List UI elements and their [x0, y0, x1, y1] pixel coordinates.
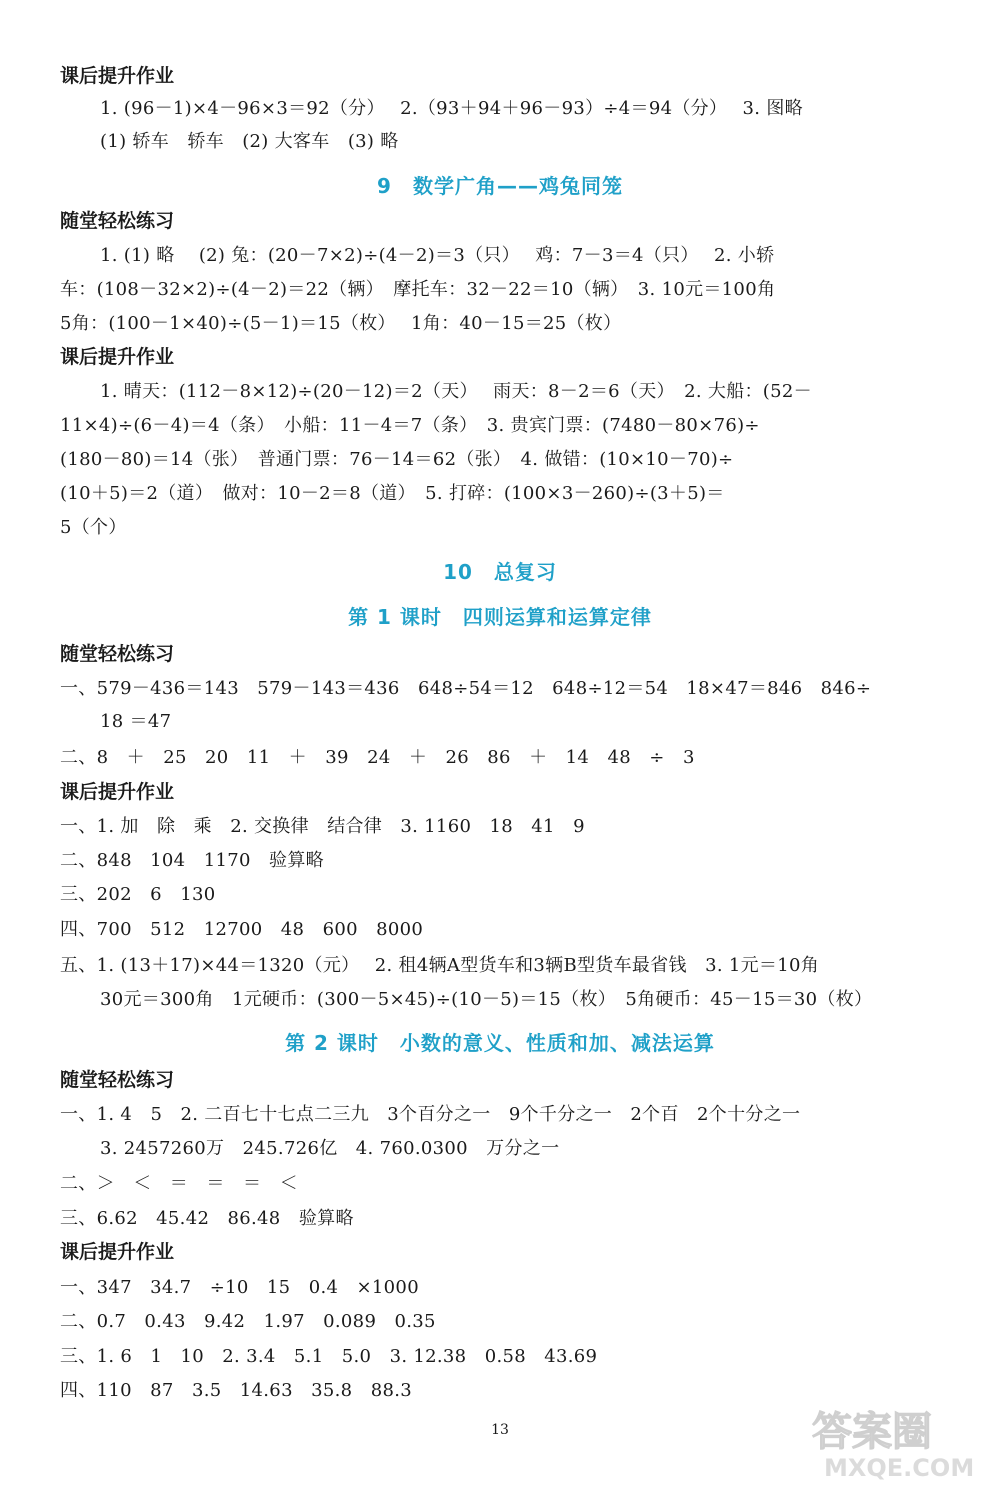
page-number: 13 [491, 1422, 509, 1438]
answer-line: 30元＝300角 1元硬币：(300－5×45)÷(10－5)＝15（枚） 5角硬币：45－15＝30（枚） [100, 989, 873, 1010]
chapter-title: 9 数学广角——鸡兔同笼 [377, 174, 623, 198]
answer-line: 四、700 512 12700 48 600 8000 [60, 919, 424, 940]
answer-line: (180－80)＝14（张） 普通门票：76－14＝62（张） 4. 做错：(10×10－70)÷ [60, 449, 734, 470]
lesson-title: 第 1 课时 四则运算和运算定律 [348, 605, 652, 629]
answer-line: 二、848 104 1170 验算略 [60, 850, 324, 871]
lesson-title: 第 2 课时 小数的意义、性质和加、减法运算 [285, 1031, 715, 1055]
answer-line: 三、1. 6 1 10 2. 3.4 5.1 5.0 3. 12.38 0.58 43.69 [60, 1346, 598, 1367]
answer-line: 车：(108－32×2)÷(4－2)＝22（辆） 摩托车：32－22＝10（辆） 3. 10元＝100角 [60, 279, 776, 300]
answer-line: 一、1. 4 5 2. 二百七十七点二三九 3个百分之一 9个千分之一 2个百 2个十分之一 [60, 1104, 801, 1125]
answer-line: 5角：(100－1×40)÷(5－1)＝15（枚） 1角：40－15＝25（枚） [60, 313, 622, 334]
section-heading: 随堂轻松练习 [60, 210, 175, 232]
answer-line: (10＋5)＝2（道） 做对：10－2＝8（道） 5. 打碎：(100×3－260)÷(3＋5)＝ [60, 483, 725, 504]
section-heading: 课后提升作业 [60, 346, 175, 368]
answer-line: 1. (96－1)×4－96×3＝92（分） 2.（93＋94＋96－93）÷4＝94（分） 3. 图略 [100, 98, 803, 119]
chapter-title: 10 总复习 [443, 560, 557, 584]
watermark-url: MXQE.COM [824, 1454, 975, 1482]
answer-line: 1. (1) 略 (2) 兔：(20－7×2)÷(4－2)＝3（只） 鸡：7－3＝4（只） 2. 小轿 [100, 245, 775, 266]
answer-line: 1. 晴天：(112－8×12)÷(20－12)＝2（天） 雨天：8－2＝6（天） 2. 大船：(52－ [100, 381, 812, 402]
answer-line: 二、8 ＋ 25 20 11 ＋ 39 24 ＋ 26 86 ＋ 14 48 ÷ 3 [60, 747, 695, 768]
answer-line: 一、1. 加 除 乘 2. 交换律 结合律 3. 1160 18 41 9 [60, 816, 585, 837]
watermark-text: 答案圈 [812, 1409, 932, 1455]
answer-line: 四、110 87 3.5 14.63 35.8 88.3 [60, 1380, 412, 1401]
section-heading: 课后提升作业 [60, 781, 175, 803]
answer-line: 三、6.62 45.42 86.48 验算略 [60, 1208, 354, 1229]
section-heading: 课后提升作业 [60, 1241, 175, 1263]
section-heading: 课后提升作业 [60, 65, 175, 87]
answer-line: 一、347 34.7 ÷10 15 0.4 ×1000 [60, 1277, 419, 1298]
answer-line: 五、1. (13＋17)×44＝1320（元） 2. 租4辆A型货车和3辆B型货车最省钱 3. 1元＝10角 [60, 955, 820, 976]
section-heading: 随堂轻松练习 [60, 643, 175, 665]
answer-line: 11×4)÷(6－4)＝4（条） 小船：11－4＝7（条） 3. 贵宾门票：(7480－80×76)÷ [60, 415, 760, 436]
answer-line: 5（个） [60, 517, 127, 538]
answer-line: 二、0.7 0.43 9.42 1.97 0.089 0.35 [60, 1311, 436, 1332]
answer-line: 3. 2457260万 245.726亿 4. 760.0300 万分之一 [100, 1138, 560, 1159]
answer-line: 二、＞ ＜ ＝ ＝ ＝ ＜ [60, 1173, 298, 1194]
section-heading: 随堂轻松练习 [60, 1069, 175, 1091]
answer-line: 一、579－436＝143 579－143＝436 648÷54＝12 648÷12＝54 18×47＝846 846÷ [60, 678, 872, 699]
answer-line: 三、202 6 130 [60, 884, 216, 905]
answer-line: (1) 轿车 轿车 (2) 大客车 (3) 略 [100, 131, 399, 152]
answer-line: 18 ＝47 [100, 711, 172, 732]
watermark-logo [812, 1410, 988, 1486]
